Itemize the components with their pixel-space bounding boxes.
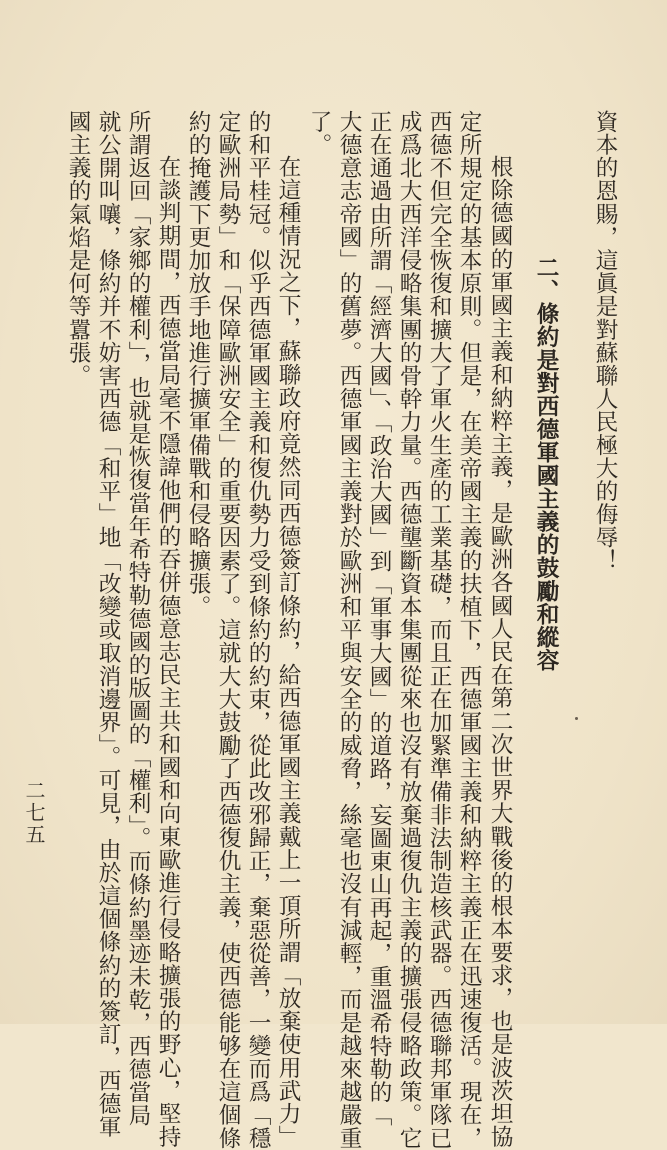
text-column-4: 定所規定的基本原則。但是，在美帝國主義的扶植下，西德軍國主義和納粹主義正在迅速復活。現在， [456,110,482,1150]
speck-mark [575,717,578,720]
text-column-7: 正在通過由所謂「經濟大國」、「政治大國」到「軍事大國」的道路，妄圖東山再起，重溫希特勒的「 [366,110,392,1127]
section-heading: 二、條約是對西德軍國主義的鼓勵和縱容 [533,256,559,672]
text-column-11: 的和平桂冠。似乎西德軍國主義和復仇勢力受到條約的約束，從此改邪歸正，棄惡從善，一變而爲「穩 [245,110,271,1150]
page-number: 二七五 [22,780,46,846]
text-column-1: 資本的恩賜，這眞是對蘇聯人民極大的侮辱！ [592,110,618,572]
text-column-16: 就公開叫嚷，條約并不妨害西德「和平」地「改變或取消邊界」。可見，由於這個條約的簽訂，西德軍 [95,110,121,1139]
text-column-13: 約的掩護下更加放手地進行擴軍備戰和侵略擴張。 [185,110,211,619]
text-column-3: 根除德國的軍國主義和納粹主義，是歐洲各國人民在第二次世界大戰後的根本要求，也是波茨坦協 [487,155,513,1149]
text-column-10: 在這種情況之下，蘇聯政府竟然同西德簽訂條約，給西德軍國主義戴上一頂所謂「放棄使用武力」 [275,155,301,1149]
text-column-8: 大德意志帝國」的舊夢。西德軍國主義對於歐洲和平與安全的威脅，絲毫也沒有減輕，而是越來越嚴重 [336,110,362,1150]
text-column-17: 國主義的氣焰是何等囂張。 [65,110,91,388]
text-column-5: 西德不但完全恢復和擴大了軍火生產的工業基礎，而且正在加緊準備非法制造核武器。西德聯邦軍隊已 [426,110,452,1150]
text-column-15: 所謂返回「家鄉的權利」，也就是恢復當年希特勒德國的版圖的「權利」。而條約墨迹未乾，西德當局 [125,110,151,1127]
text-column-9: 了。 [306,110,332,157]
text-column-14: 在談判期間，西德當局毫不隱諱他們的吞併德意志民主共和國和向東歐進行侵略擴張的野心，堅持 [155,155,181,1149]
text-column-12: 定歐洲局勢」和「保障歐洲安全」的重要因素了。這就大大鼓勵了西德復仇主義，使西德能够在這個條 [215,110,241,1150]
text-column-6: 成爲北大西洋侵略集團的骨幹力量。西德壟斷資本集團從來也沒有放棄過復仇主義的擴張侵略政策。它 [396,110,422,1150]
